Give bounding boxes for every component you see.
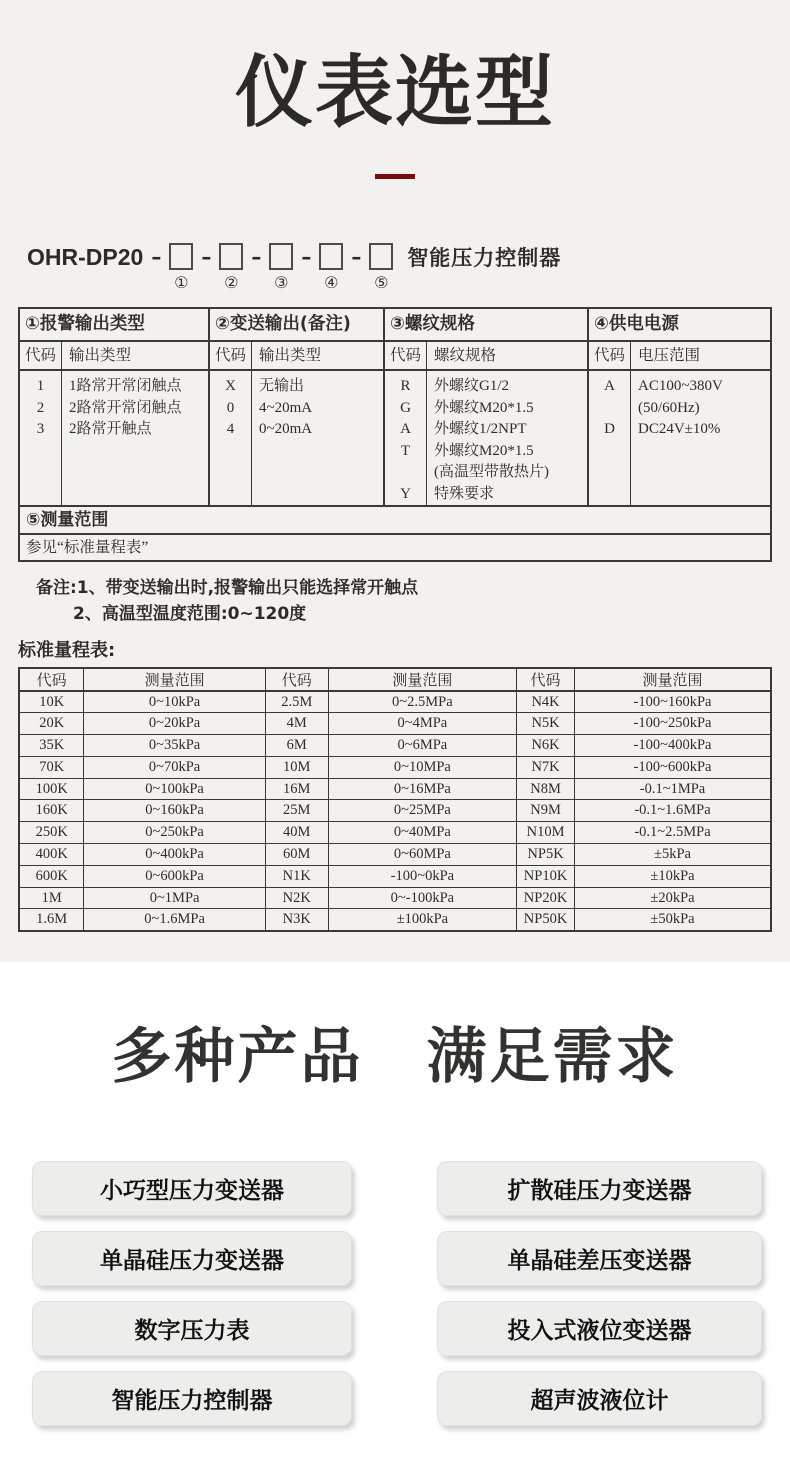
range-value-cell: -0.1~2.5MPa [575,822,771,844]
section-body [210,371,383,505]
range-value-cell: -100~400kPa [575,735,771,757]
range-code-cell: 20K [19,713,84,735]
desc-cell: 1路常开常闭触点 [69,378,182,394]
model-code-slot-5 [369,243,393,292]
range-code-cell: 1M [19,887,84,909]
model-separator: – [301,245,312,269]
model-code-slot-4 [319,243,343,292]
code-cell: T [400,442,411,459]
product-button[interactable]: 智能压力控制器 [32,1371,352,1426]
section-title: ④供电电源 [589,309,770,342]
remark-line-2: 2、高温型温度范围:0~120度 [73,604,307,624]
range-code-cell: 6M [265,735,328,757]
code-cell: X [225,378,236,394]
range-table-header-row [19,668,771,691]
section-body [385,371,587,505]
model-code-slot-2 [219,243,243,292]
model-separator: – [351,245,362,269]
range-value-cell: -100~250kPa [575,713,771,735]
position-label-5: ⑤ [374,273,389,292]
range-code-cell: N7K [517,756,575,778]
range-code-cell: 40M [265,822,328,844]
desc-cell: DC24V±10% [638,421,721,437]
product-button[interactable]: 单晶硅差压变送器 [437,1231,762,1286]
code-cell: Y [400,485,411,502]
range-code-cell: 70K [19,756,84,778]
range-value-cell: -100~160kPa [575,691,771,713]
range-value-cell: 0~25MPa [328,800,516,822]
range-table-label: 标准量程表: [18,640,116,661]
range-code-cell: N1K [265,865,328,887]
desc-cell: 外螺纹1/2NPT [434,421,527,437]
product-button[interactable]: 小巧型压力变送器 [32,1161,352,1216]
product-button[interactable]: 数字压力表 [32,1301,352,1356]
range-value-cell: 0~10MPa [328,756,516,778]
position-label-4: ④ [324,273,339,292]
code-cell [589,398,630,420]
model-code-slot-3 [269,243,293,292]
code-cell: A [604,378,615,394]
desc-cell: (高温型带散热片) [434,464,549,480]
range-code-cell: 10K [19,691,84,713]
code-box-placeholder [169,243,193,270]
range-value-cell: ±20kPa [575,887,771,909]
code-cell: D [604,421,615,437]
range-code-cell: N6K [517,735,575,757]
product-button[interactable]: 超声波液位计 [437,1371,762,1426]
model-separator: – [151,245,162,269]
range-code-cell: 35K [19,735,84,757]
range-code-cell: N9M [517,800,575,822]
range-value-cell: -100~600kPa [575,756,771,778]
desc-column-header: 螺纹规格 [434,347,497,364]
range-code-cell: N3K [265,909,328,931]
section-subheader [385,342,587,371]
range-code-cell: 25M [265,800,328,822]
range-table-row [19,778,771,800]
range-header-cell: 代码 [517,668,575,691]
code-column [385,371,427,505]
desc-column [631,371,770,505]
model-code-row [27,243,790,292]
section-title: ③螺纹规格 [385,309,587,342]
range-value-cell: 0~600kPa [84,865,265,887]
desc-cell: 0~20mA [259,421,313,437]
range-code-cell: 100K [19,778,84,800]
range-value-cell: 0~100kPa [84,778,265,800]
code-cell: G [400,399,411,416]
range-value-cell: 0~6MPa [328,735,516,757]
range-code-cell: 2.5M [265,691,328,713]
range-value-cell: 0~1MPa [84,887,265,909]
code-column-header: 代码 [589,342,631,369]
standard-range-table [18,667,772,932]
desc-cell: 外螺纹M20*1.5 [434,442,534,459]
range-table-row [19,735,771,757]
section-subheader [20,342,208,371]
range-table-row [19,909,771,931]
desc-column-header: 输出类型 [259,347,322,364]
selection-table-section-4 [587,309,770,505]
model-name: 智能压力控制器 [407,246,562,270]
desc-cell: 特殊要求 [434,485,495,502]
range-code-cell: N10M [517,822,575,844]
range-code-cell: NP50K [517,909,575,931]
range-value-cell: 0~16MPa [328,778,516,800]
range-code-cell: NP20K [517,887,575,909]
section-body [20,371,208,505]
desc-cell: 外螺纹G1/2 [434,378,510,394]
code-column-header: 代码 [385,342,427,369]
code-cell: 4 [226,421,235,437]
range-value-cell: -0.1~1MPa [575,778,771,800]
range-code-cell: 1.6M [19,909,84,931]
range-value-cell: ±5kPa [575,844,771,866]
range-code-cell: 16M [265,778,328,800]
position-label-2: ② [224,273,239,292]
range-value-cell: 0~10kPa [84,691,265,713]
range-table-row [19,756,771,778]
code-box-placeholder [219,243,243,270]
range-value-cell: 0~40MPa [328,822,516,844]
desc-column [427,371,587,505]
code-cell: R [400,378,411,394]
range-code-cell: N2K [265,887,328,909]
code-column-header: 代码 [20,342,62,369]
range-value-cell: ±10kPa [575,865,771,887]
range-header-cell: 测量范围 [84,668,265,691]
range-code-cell: N8M [517,778,575,800]
products-heading: 多种产品 满足需求 [111,1022,679,1092]
range-table-row [19,822,771,844]
remarks [36,575,790,627]
range-value-cell: 0~-100kPa [328,887,516,909]
range-table-row [19,844,771,866]
range-header-cell: 代码 [265,668,328,691]
range-table-row [19,691,771,713]
section-subheader [210,342,383,371]
model-code-slot-1 [169,243,193,292]
range-table-row [19,887,771,909]
range-code-cell: 10M [265,756,328,778]
accent-divider [375,174,415,179]
model-separator: – [251,245,262,269]
position-label-3: ③ [274,273,289,292]
model-separator: – [201,245,212,269]
range-value-cell: 0~70kPa [84,756,265,778]
code-cell: A [400,421,411,437]
desc-cell: 外螺纹M20*1.5 [434,399,534,416]
range-value-cell: 0~160kPa [84,800,265,822]
model-prefix: OHR-DP20 [27,244,144,270]
code-column-header: 代码 [210,342,252,369]
product-button[interactable]: 投入式液位变送器 [437,1301,762,1356]
products-section [0,962,790,1426]
range-value-cell: 0~20kPa [84,713,265,735]
code-column [589,371,631,505]
range-code-cell: N5K [517,713,575,735]
code-box-placeholder [269,243,293,270]
range-value-cell: 0~2.5MPa [328,691,516,713]
range-code-cell: 400K [19,844,84,866]
selection-table-section-2 [208,309,383,505]
page-title: 仪表选型 [234,48,555,138]
range-code-cell: 600K [19,865,84,887]
section-body [589,371,770,505]
range-table-row [19,713,771,735]
range-value-cell: 0~400kPa [84,844,265,866]
range-table-header [19,668,771,691]
range-header-cell: 测量范围 [575,668,771,691]
desc-cell: 2路常开常闭触点 [69,399,182,416]
range-table-row [19,865,771,887]
code-box-placeholder [369,243,393,270]
position-label-1: ① [174,273,189,292]
product-button[interactable]: 单晶硅压力变送器 [32,1231,352,1286]
range-value-cell: ±100kPa [328,909,516,931]
code-cell: 3 [36,421,45,437]
code-cell: 2 [36,399,45,416]
desc-cell: 无输出 [259,378,305,394]
range-code-cell: 250K [19,822,84,844]
range-value-cell: 0~35kPa [84,735,265,757]
desc-column-header: 输出类型 [69,347,132,364]
code-box-placeholder [319,243,343,270]
range-header-cell: 代码 [19,668,84,691]
code-cell: 1 [36,378,45,394]
range-value-cell: 0~250kPa [84,822,265,844]
range-value-cell: 0~60MPa [328,844,516,866]
desc-column-header: 电压范围 [638,347,701,364]
products-grid [32,1161,762,1426]
selection-table [18,307,772,562]
measuring-range-row-title: ⑤测量范围 [20,505,770,533]
desc-cell: AC100~380V [638,378,723,394]
range-value-cell: 0~4MPa [328,713,516,735]
desc-column [252,371,383,505]
code-column [210,371,252,505]
measuring-range-row-note: 参见“标准量程表” [20,533,770,560]
code-cell: 0 [226,399,235,416]
selection-table-section-1 [20,309,208,505]
desc-cell: 4~20mA [259,399,313,416]
range-header-cell: 测量范围 [328,668,516,691]
range-code-cell: N4K [517,691,575,713]
desc-cell: 2路常开触点 [69,421,152,437]
range-value-cell: -100~0kPa [328,865,516,887]
code-column [20,371,62,505]
desc-column [62,371,208,505]
section-title: ①报警输出类型 [20,309,208,342]
section-subheader [589,342,770,371]
range-value-cell: -0.1~1.6MPa [575,800,771,822]
section-title: ②变送输出(备注) [210,309,383,342]
range-table-row [19,800,771,822]
range-code-cell: NP10K [517,865,575,887]
range-code-cell: NP5K [517,844,575,866]
range-value-cell: ±50kPa [575,909,771,931]
code-cell [385,462,426,484]
range-value-cell: 0~1.6MPa [84,909,265,931]
remark-line-1: 备注:1、带变送输出时,报警输出只能选择常开触点 [36,578,419,598]
product-button[interactable]: 扩散硅压力变送器 [437,1161,762,1216]
range-code-cell: 160K [19,800,84,822]
desc-cell: (50/60Hz) [638,399,700,416]
selection-table-section-3 [383,309,587,505]
range-code-cell: 4M [265,713,328,735]
range-code-cell: 60M [265,844,328,866]
